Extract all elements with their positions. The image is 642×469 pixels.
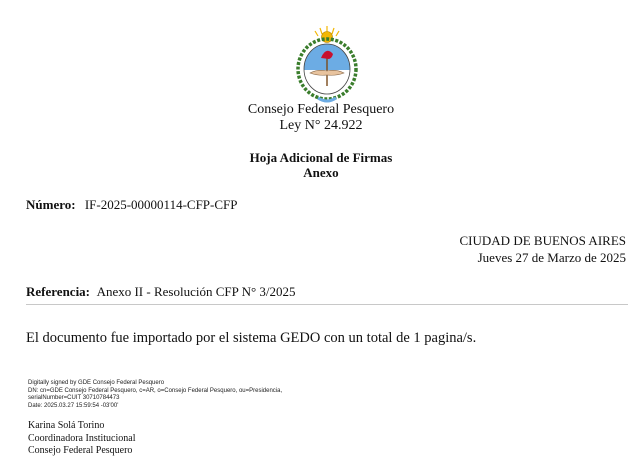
date: Jueves 27 de Marzo de 2025 [477,250,626,265]
digital-signature-block [28,380,282,410]
document-subtitle: Anexo [303,165,339,180]
referencia-row [26,284,296,300]
divider [26,304,628,305]
referencia-label: Referencia: [26,284,91,299]
signer-block [28,420,135,458]
numero-row [26,197,238,213]
body-text: El documento fue importado por el sistema GEDO con un total de 1 pagina/s. [26,330,477,346]
digsig-line: Digitally signed by GDE Consejo Federal Pesquero [28,380,165,386]
law-number: Ley N° 24.922 [279,118,363,133]
digsig-line: serialNumber=CUIT 30710784473 [28,395,120,401]
document-title: Hoja Adicional de Firmas [249,150,393,165]
signer-org: Consejo Federal Pesquero [28,445,133,456]
signer-role: Coordinadora Institucional [28,432,136,444]
digsig-line: Date: 2025.03.27 15:59:54 -03'00' [28,402,119,409]
clasped-hands [310,70,344,75]
organization-name: Consejo Federal Pesquero [247,102,395,117]
signer-name: Karina Solá Torino [28,420,105,431]
referencia-value: Anexo II - Resolución CFP N° 3/2025 [96,284,296,299]
numero-value: IF-2025-00000114-CFP-CFP [84,197,238,212]
escudo-argentina-icon [296,24,358,104]
digsig-line: DN: cn=GDE Consejo Federal Pesquero, c=AR, o=Consejo Federal Pesquero, ou=Presidencia, [28,387,283,394]
numero-label: Número: [26,197,76,212]
city: CIUDAD DE BUENOS AIRES [459,233,626,248]
